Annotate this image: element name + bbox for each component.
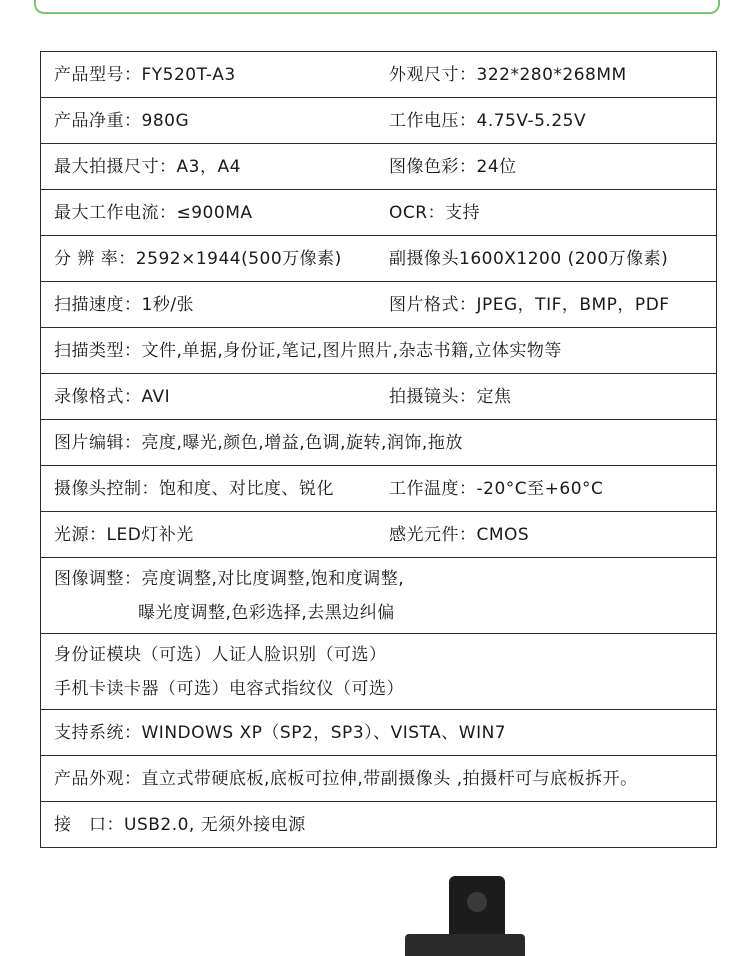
camera-control-cell: 摄像头控制：饱和度、对比度、锐化: [54, 478, 334, 499]
net-weight-cell: 产品净重：980G: [54, 110, 190, 131]
light-source-cell: 光源：LED灯补光: [54, 524, 194, 545]
table-row: [41, 144, 717, 190]
image-adjust-line-2: 曝光度调整,色彩选择,去黑边纠偏: [138, 602, 395, 623]
table-row: [41, 282, 717, 328]
table-row: [41, 512, 717, 558]
dimensions-cell: 外观尺寸：322*280*268MM: [389, 64, 627, 85]
table-row: [41, 756, 717, 802]
max-current-cell: 最大工作电流：≤900MA: [54, 202, 253, 223]
resolution-cell: 分 辨 率：2592×1944(500万像素): [54, 248, 342, 269]
image-adjust-cell: [41, 558, 717, 634]
interface-cell: 接 口：USB2.0, 无须外接电源: [41, 802, 717, 848]
camera-lens-icon: [467, 892, 487, 912]
table-row: [41, 98, 717, 144]
ocr-cell: OCR：支持: [389, 202, 481, 223]
optional-modules-line-2: 手机卡读卡器（可选）电容式指纹仪（可选）: [54, 678, 404, 699]
top-frame-border: [34, 0, 720, 14]
table-row: [41, 374, 717, 420]
table-row: [41, 420, 717, 466]
table-row: [41, 236, 717, 282]
lens-cell: 拍摄镜头：定焦: [389, 386, 512, 407]
image-edit-cell: 图片编辑：亮度,曝光,颜色,增益,色调,旋转,润饰,拖放: [41, 420, 717, 466]
table-row: [41, 634, 717, 710]
video-format-cell: 录像格式：AVI: [54, 386, 171, 407]
spec-table: [40, 51, 717, 848]
image-adjust-line-1: 图像调整：亮度调整,对比度调整,饱和度调整,: [54, 568, 405, 589]
max-size-cell: 最大拍摄尺寸：A3，A4: [54, 156, 241, 177]
product-camera-image: [405, 876, 525, 956]
temperature-cell: 工作温度：-20°C至+60°C: [389, 478, 604, 499]
optional-modules-line-1: 身份证模块（可选）人证人脸识别（可选）: [54, 644, 387, 665]
image-format-cell: 图片格式：JPEG，TIF，BMP，PDF: [389, 294, 670, 315]
color-depth-cell: 图像色彩：24位: [389, 156, 517, 177]
table-row: [41, 558, 717, 634]
scan-speed-cell: 扫描速度：1秒/张: [54, 294, 195, 315]
camera-arm: [405, 934, 525, 956]
table-row: [41, 328, 717, 374]
sub-camera-cell: 副摄像头1600X1200 (200万像素): [389, 248, 669, 269]
table-row: [41, 52, 717, 98]
supported-os-cell: 支持系统：WINDOWS XP（SP2，SP3）、VISTA、WIN7: [41, 710, 717, 756]
table-row: [41, 710, 717, 756]
table-row: [41, 466, 717, 512]
appearance-cell: 产品外观：直立式带硬底板,底板可拉伸,带副摄像头 ,拍摄杆可与底板拆开。: [41, 756, 717, 802]
camera-head: [449, 876, 505, 942]
optional-modules-cell: [41, 634, 717, 710]
scan-type-cell: 扫描类型：文件,单据,身份证,笔记,图片照片,杂志书籍,立体实物等: [41, 328, 717, 374]
model-cell: 产品型号：FY520T-A3: [54, 64, 236, 85]
table-row: [41, 802, 717, 848]
table-row: [41, 190, 717, 236]
voltage-cell: 工作电压：4.75V-5.25V: [389, 110, 587, 131]
sensor-cell: 感光元件：CMOS: [389, 524, 530, 545]
